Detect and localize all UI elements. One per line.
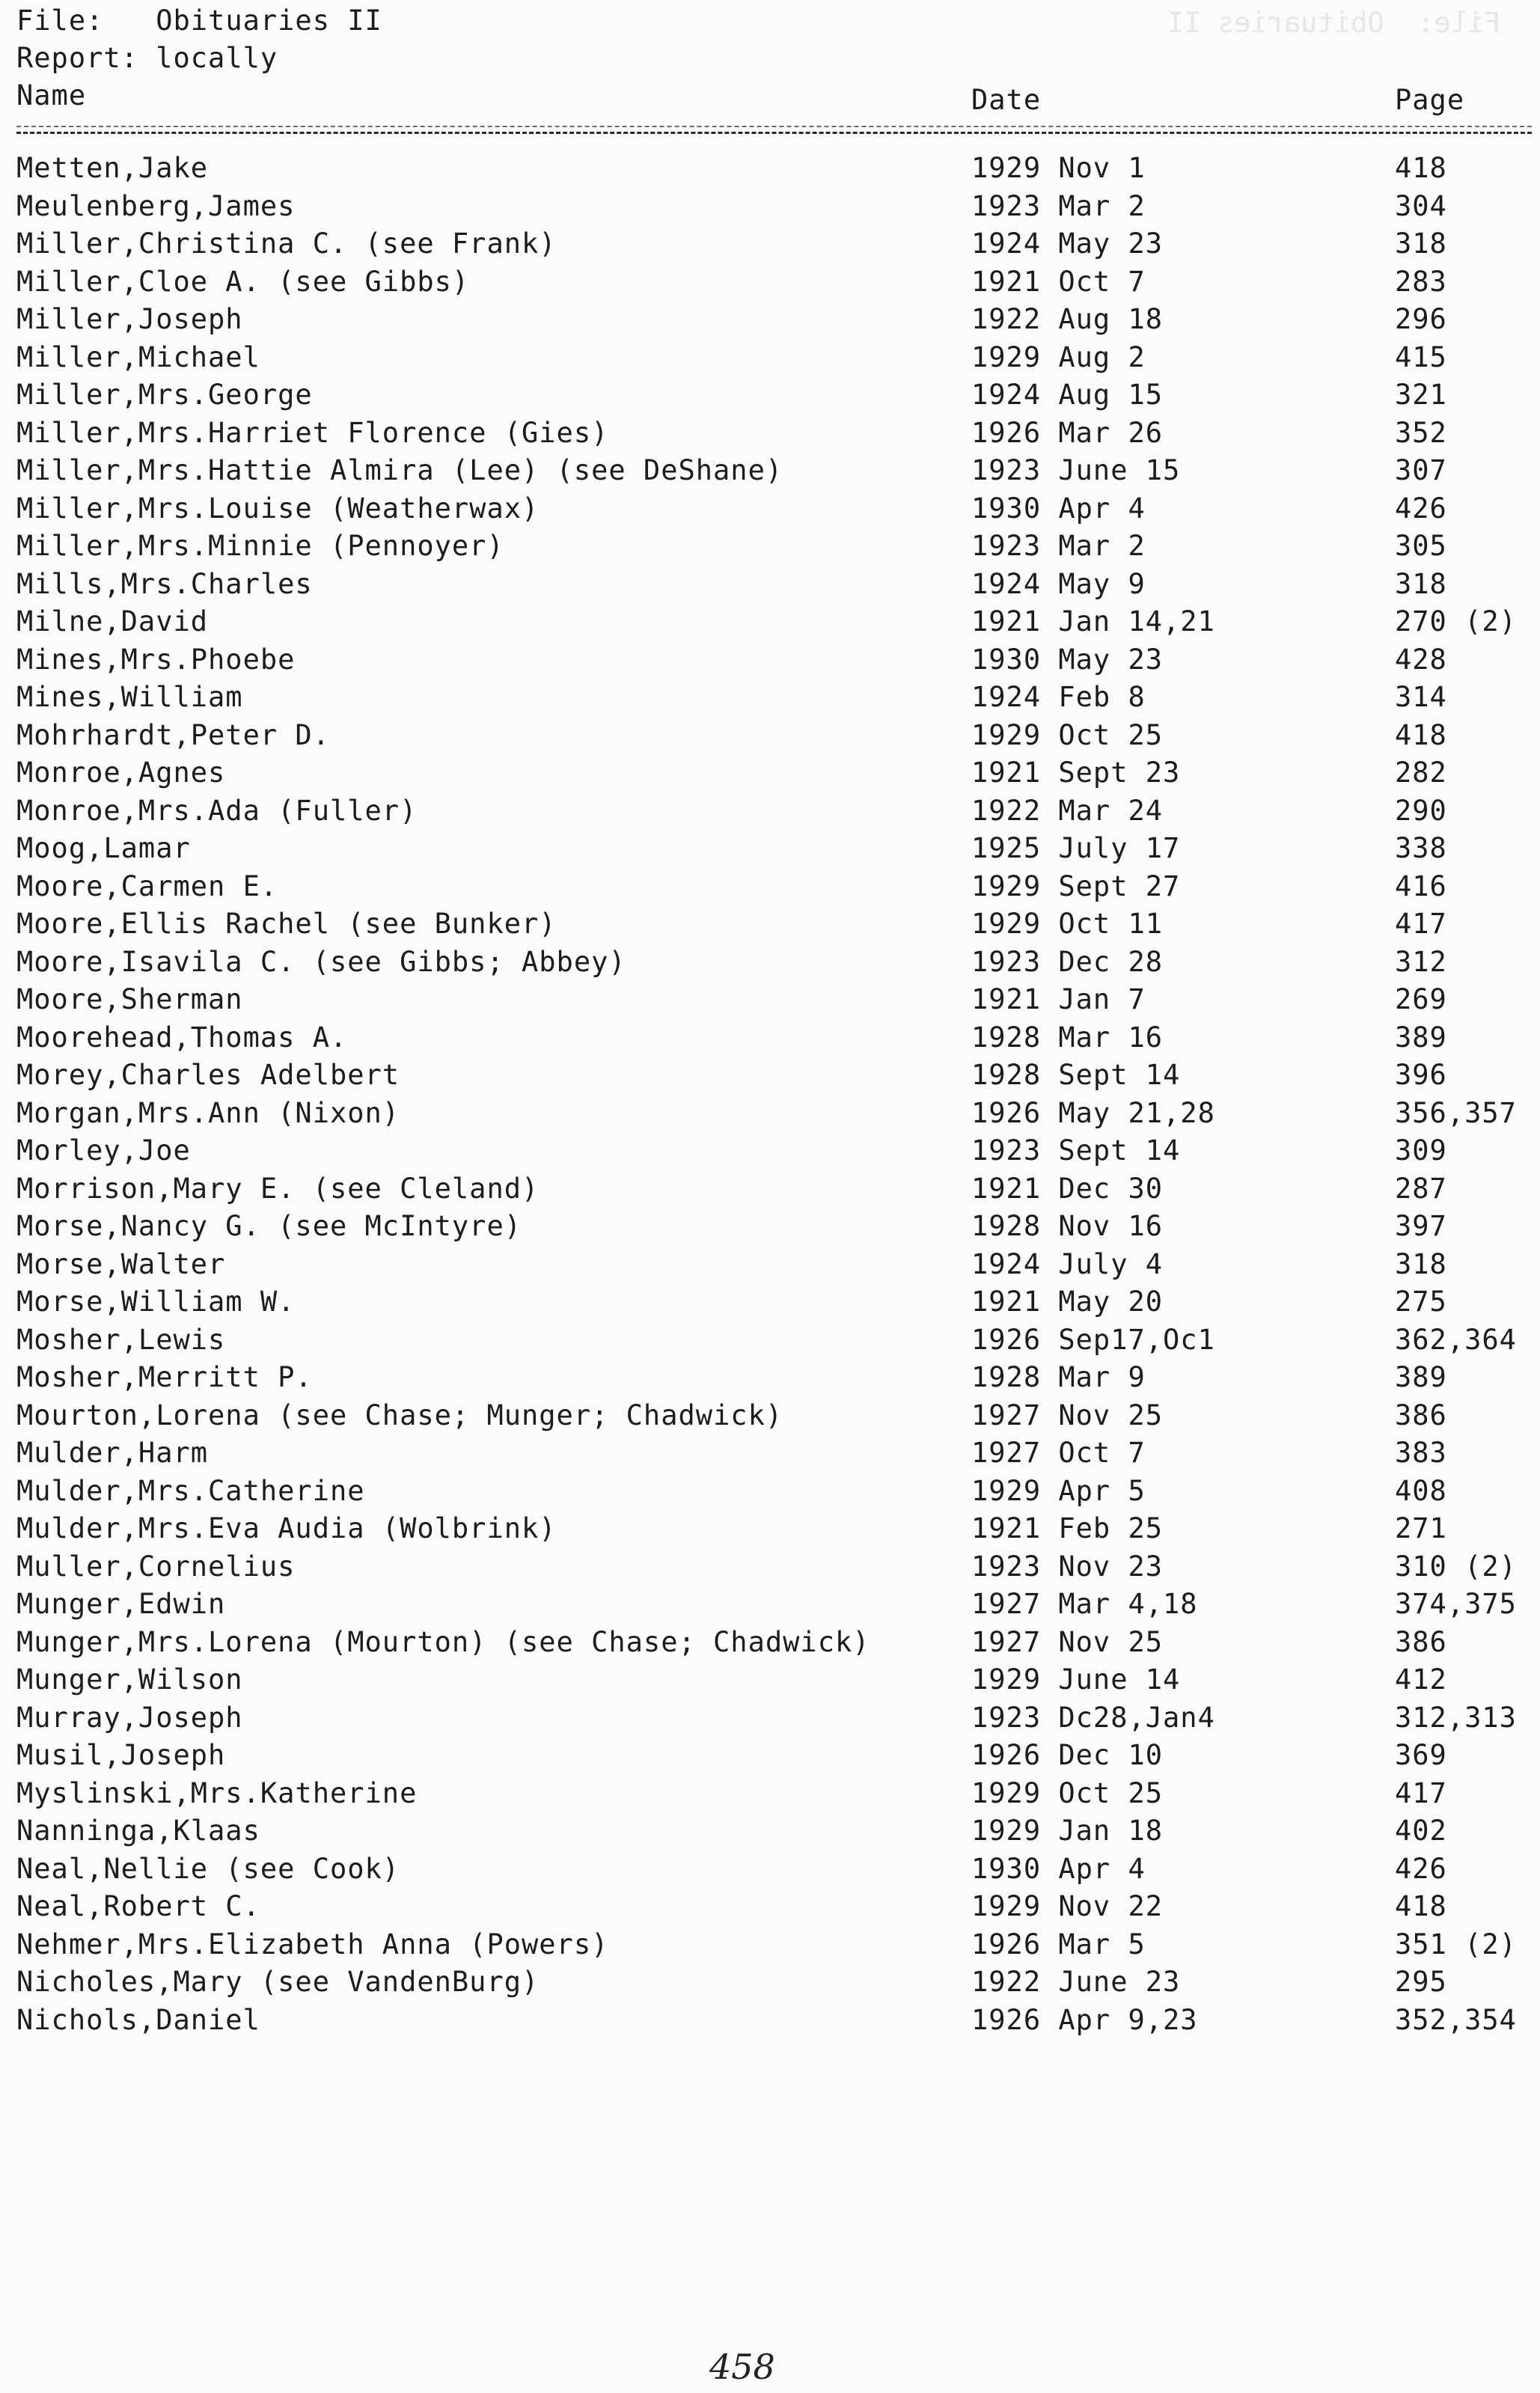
entry-date: 1923 Sept 14 — [971, 1134, 1181, 1167]
entry-page: 312 — [1395, 945, 1447, 978]
entry-page: 287 — [1395, 1172, 1447, 1205]
entry-page: 275 — [1395, 1286, 1447, 1318]
entry-page: 397 — [1395, 1210, 1447, 1242]
table-row — [0, 981, 1540, 1019]
entry-name: Miller,Christina C. (see Frank) — [16, 227, 557, 260]
entry-date: 1923 Mar 2 — [971, 530, 1146, 562]
table-row — [0, 1510, 1540, 1548]
entry-page: 402 — [1395, 1815, 1447, 1847]
entry-page: 415 — [1395, 340, 1447, 373]
entry-date: 1924 July 4 — [971, 1247, 1164, 1280]
entry-name: Morgan,Mrs.Ann (Nixon) — [16, 1096, 400, 1129]
entry-page: 417 — [1395, 1776, 1447, 1809]
entry-name: Munger,Wilson — [16, 1663, 243, 1696]
table-row — [0, 452, 1540, 490]
entry-name: Miller,Mrs.Hattie Almira (Lee) (see DeShane) — [16, 454, 783, 486]
entry-date: 1926 May 21,28 — [971, 1096, 1215, 1129]
table-row — [0, 830, 1540, 868]
file-label: File: — [16, 4, 104, 37]
entry-name: Munger,Mrs.Lorena (Mourton) (see Chase; Chadwick) — [16, 1625, 870, 1658]
entry-name: Mines,William — [16, 681, 243, 713]
entry-page: 307 — [1395, 454, 1447, 486]
table-row — [0, 1926, 1540, 1964]
entry-date: 1930 May 23 — [971, 643, 1164, 676]
entry-name: Nanninga,Klaas — [16, 1815, 260, 1847]
entry-date: 1929 Apr 5 — [971, 1474, 1146, 1507]
table-row — [0, 1434, 1540, 1473]
entry-page: 312,313 — [1395, 1701, 1517, 1734]
entry-name: Miller,Mrs.Harriet Florence (Gies) — [16, 416, 609, 449]
entry-page: 416 — [1395, 870, 1447, 902]
column-header-name: Name — [16, 79, 87, 111]
entry-page: 426 — [1395, 1852, 1447, 1885]
bleed-through-text: File: Obituaries II — [1167, 7, 1501, 39]
table-row — [0, 339, 1540, 377]
entry-name: Moog,Lamar — [16, 832, 191, 864]
table-row — [0, 225, 1540, 263]
entry-page: 318 — [1395, 1247, 1447, 1280]
entry-date: 1927 Nov 25 — [971, 1625, 1164, 1658]
entry-date: 1929 Oct 11 — [971, 908, 1164, 940]
entry-page: 282 — [1395, 757, 1447, 789]
entry-name: Mulder,Mrs.Catherine — [16, 1474, 365, 1507]
entry-name: Moorehead,Thomas A. — [16, 1021, 348, 1054]
entry-date: 1928 Mar 9 — [971, 1361, 1146, 1393]
table-row — [0, 1246, 1540, 1284]
table-row — [0, 792, 1540, 831]
table-row — [0, 1473, 1540, 1511]
entry-page: 389 — [1395, 1361, 1447, 1393]
table-row — [0, 1397, 1540, 1435]
entry-page: 296 — [1395, 303, 1447, 335]
entry-date: 1928 Mar 16 — [971, 1021, 1164, 1054]
entry-name: Mulder,Harm — [16, 1437, 209, 1469]
entry-date: 1929 Nov 1 — [971, 152, 1146, 184]
file-line — [16, 3, 382, 39]
table-row — [0, 1283, 1540, 1321]
table-row — [0, 1812, 1540, 1850]
entry-date: 1923 Dc28,Jan4 — [971, 1701, 1215, 1734]
entry-name: Meulenberg,James — [16, 189, 296, 222]
table-row — [0, 679, 1540, 717]
entry-name: Miller,Michael — [16, 340, 260, 373]
table-row — [0, 1737, 1540, 1775]
entry-name: Moore,Sherman — [16, 983, 243, 1015]
entry-page: 369 — [1395, 1739, 1447, 1771]
entry-date: 1927 Oct 7 — [971, 1437, 1146, 1469]
entry-page: 309 — [1395, 1134, 1447, 1167]
column-header-date: Date — [971, 84, 1042, 116]
table-row — [0, 1321, 1540, 1360]
entry-page: 314 — [1395, 681, 1447, 713]
entry-name: Muller,Cornelius — [16, 1550, 296, 1583]
entry-date: 1926 Mar 26 — [971, 416, 1164, 449]
entry-date: 1924 Feb 8 — [971, 681, 1146, 713]
table-row — [0, 641, 1540, 679]
entry-page: 352 — [1395, 416, 1447, 449]
table-row — [0, 1359, 1540, 1397]
entry-date: 1921 Jan 7 — [971, 983, 1146, 1015]
entry-date: 1922 Aug 18 — [971, 303, 1164, 335]
entry-name: Musil,Joseph — [16, 1739, 226, 1771]
entry-date: 1929 Oct 25 — [971, 718, 1164, 751]
entry-name: Mohrhardt,Peter D. — [16, 718, 330, 751]
table-row — [0, 717, 1540, 755]
table-row — [0, 905, 1540, 944]
entry-name: Nichols,Daniel — [16, 2003, 260, 2036]
entry-page: 428 — [1395, 643, 1447, 676]
table-row — [0, 1095, 1540, 1133]
entry-page: 386 — [1395, 1625, 1447, 1658]
entry-page: 426 — [1395, 492, 1447, 525]
table-row — [0, 1624, 1540, 1662]
entry-name: Murray,Joseph — [16, 1701, 243, 1734]
entry-page: 386 — [1395, 1399, 1447, 1431]
entry-page: 290 — [1395, 794, 1447, 827]
entry-name: Neal,Robert C. — [16, 1890, 260, 1922]
table-row — [0, 603, 1540, 641]
entry-date: 1923 June 15 — [971, 454, 1181, 486]
entry-date: 1921 Feb 25 — [971, 1512, 1164, 1544]
entry-date: 1926 Apr 9,23 — [971, 2003, 1198, 2036]
entry-page: 396 — [1395, 1059, 1447, 1091]
entry-page: 389 — [1395, 1021, 1447, 1054]
entry-page: 351 (2) — [1395, 1928, 1517, 1960]
entry-name: Mosher,Merritt P. — [16, 1361, 313, 1393]
table-row — [0, 754, 1540, 792]
entry-date: 1921 May 20 — [971, 1286, 1164, 1318]
entry-name: Mills,Mrs.Charles — [16, 567, 313, 600]
entry-date: 1924 Aug 15 — [971, 379, 1164, 411]
report-line — [16, 40, 278, 76]
entry-date: 1929 June 14 — [971, 1663, 1181, 1696]
entry-page: 321 — [1395, 379, 1447, 411]
entry-name: Myslinski,Mrs.Katherine — [16, 1776, 418, 1809]
entry-date: 1929 Nov 22 — [971, 1890, 1164, 1922]
table-row — [0, 1019, 1540, 1057]
table-row — [0, 566, 1540, 604]
column-header-page: Page — [1395, 84, 1465, 116]
entry-name: Monroe,Mrs.Ada (Fuller) — [16, 794, 418, 827]
table-row — [0, 188, 1540, 226]
entry-name: Nicholes,Mary (see VandenBurg) — [16, 1966, 540, 1998]
entry-page: 418 — [1395, 1890, 1447, 1922]
table-row — [0, 263, 1540, 302]
entry-page: 362,364 — [1395, 1323, 1517, 1356]
entry-name: Miller,Mrs.George — [16, 379, 313, 411]
obituary-index-table — [0, 150, 1540, 2039]
table-row — [0, 1661, 1540, 1699]
entry-page: 383 — [1395, 1437, 1447, 1469]
entry-name: Mourton,Lorena (see Chase; Munger; Chadwick) — [16, 1399, 783, 1431]
entry-page: 338 — [1395, 832, 1447, 864]
entry-page: 304 — [1395, 189, 1447, 222]
entry-name: Miller,Cloe A. (see Gibbs) — [16, 265, 470, 298]
entry-page: 412 — [1395, 1663, 1447, 1696]
entry-name: Mines,Mrs.Phoebe — [16, 643, 296, 676]
entry-date: 1926 Mar 5 — [971, 1928, 1146, 1960]
entry-name: Mulder,Mrs.Eva Audia (Wolbrink) — [16, 1512, 557, 1544]
entry-name: Morse,William W. — [16, 1286, 296, 1318]
entry-page: 417 — [1395, 908, 1447, 940]
entry-date: 1921 Dec 30 — [971, 1172, 1164, 1205]
entry-date: 1930 Apr 4 — [971, 1852, 1146, 1885]
table-row — [0, 528, 1540, 566]
entry-page: 270 (2) — [1395, 605, 1517, 638]
entry-name: Metten,Jake — [16, 152, 209, 184]
file-value: Obituaries II — [156, 4, 382, 37]
table-row — [0, 2002, 1540, 2040]
entry-date: 1927 Nov 25 — [971, 1399, 1164, 1431]
entry-name: Morey,Charles Adelbert — [16, 1059, 400, 1091]
entry-name: Moore,Isavila C. (see Gibbs; Abbey) — [16, 945, 626, 978]
table-row — [0, 301, 1540, 339]
table-row — [0, 1170, 1540, 1208]
entry-date: 1927 Mar 4,18 — [971, 1588, 1198, 1620]
entry-name: Munger,Edwin — [16, 1588, 226, 1620]
entry-name: Moore,Carmen E. — [16, 870, 278, 902]
table-row — [0, 376, 1540, 415]
entry-date: 1926 Sep17,Oc1 — [971, 1323, 1215, 1356]
entry-date: 1928 Nov 16 — [971, 1210, 1164, 1242]
entry-page: 318 — [1395, 227, 1447, 260]
entry-page: 269 — [1395, 983, 1447, 1015]
entry-name: Moore,Ellis Rachel (see Bunker) — [16, 908, 557, 940]
entry-date: 1926 Dec 10 — [971, 1739, 1164, 1771]
entry-page: 418 — [1395, 152, 1447, 184]
table-row — [0, 1057, 1540, 1095]
table-row — [0, 868, 1540, 906]
entry-name: Miller,Joseph — [16, 303, 243, 335]
table-row — [0, 1850, 1540, 1889]
table-row — [0, 1132, 1540, 1170]
table-row — [0, 1775, 1540, 1813]
header-rule — [16, 132, 1532, 134]
entry-date: 1928 Sept 14 — [971, 1059, 1181, 1091]
header-rule-upper — [16, 126, 1532, 127]
table-row — [0, 1586, 1540, 1624]
entry-name: Neal,Nellie (see Cook) — [16, 1852, 400, 1885]
entry-date: 1922 Mar 24 — [971, 794, 1164, 827]
entry-page: 295 — [1395, 1966, 1447, 1998]
entry-date: 1929 Aug 2 — [971, 340, 1146, 373]
entry-page: 356,357 — [1395, 1096, 1517, 1129]
entry-page: 283 — [1395, 265, 1447, 298]
table-row — [0, 490, 1540, 528]
entry-page: 408 — [1395, 1474, 1447, 1507]
entry-date: 1921 Oct 7 — [971, 265, 1146, 298]
entry-page: 374,375 — [1395, 1588, 1517, 1620]
table-row — [0, 944, 1540, 982]
page-number: 458 — [709, 2347, 775, 2387]
entry-page: 318 — [1395, 567, 1447, 600]
table-row — [0, 1208, 1540, 1246]
table-row — [0, 1548, 1540, 1586]
entry-name: Miller,Mrs.Minnie (Pennoyer) — [16, 530, 504, 562]
entry-date: 1923 Dec 28 — [971, 945, 1164, 978]
entry-date: 1929 Sept 27 — [971, 870, 1181, 902]
entry-date: 1922 June 23 — [971, 1966, 1181, 1998]
entry-date: 1923 Nov 23 — [971, 1550, 1164, 1583]
entry-date: 1921 Jan 14,21 — [971, 605, 1215, 638]
entry-date: 1924 May 23 — [971, 227, 1164, 260]
entry-page: 352,354 — [1395, 2003, 1517, 2036]
entry-date: 1929 Jan 18 — [971, 1815, 1164, 1847]
entry-name: Mosher,Lewis — [16, 1323, 226, 1356]
entry-name: Milne,David — [16, 605, 209, 638]
report-value: locally — [156, 42, 278, 74]
entry-name: Morrison,Mary E. (see Cleland) — [16, 1172, 540, 1205]
table-row — [0, 150, 1540, 188]
table-row — [0, 1699, 1540, 1738]
entry-page: 418 — [1395, 718, 1447, 751]
entry-date: 1921 Sept 23 — [971, 757, 1181, 789]
entry-page: 305 — [1395, 530, 1447, 562]
entry-date: 1924 May 9 — [971, 567, 1146, 600]
entry-page: 310 (2) — [1395, 1550, 1517, 1583]
entry-name: Monroe,Agnes — [16, 757, 226, 789]
table-row — [0, 1888, 1540, 1926]
entry-name: Miller,Mrs.Louise (Weatherwax) — [16, 492, 540, 525]
table-row — [0, 1963, 1540, 2002]
entry-name: Morley,Joe — [16, 1134, 191, 1167]
entry-date: 1929 Oct 25 — [971, 1776, 1164, 1809]
table-row — [0, 415, 1540, 453]
entry-date: 1923 Mar 2 — [971, 189, 1146, 222]
entry-name: Morse,Nancy G. (see McIntyre) — [16, 1210, 522, 1242]
entry-page: 271 — [1395, 1512, 1447, 1544]
entry-date: 1930 Apr 4 — [971, 492, 1146, 525]
entry-name: Morse,Walter — [16, 1247, 226, 1280]
entry-name: Nehmer,Mrs.Elizabeth Anna (Powers) — [16, 1928, 609, 1960]
entry-date: 1925 July 17 — [971, 832, 1181, 864]
report-label: Report: — [16, 42, 138, 74]
